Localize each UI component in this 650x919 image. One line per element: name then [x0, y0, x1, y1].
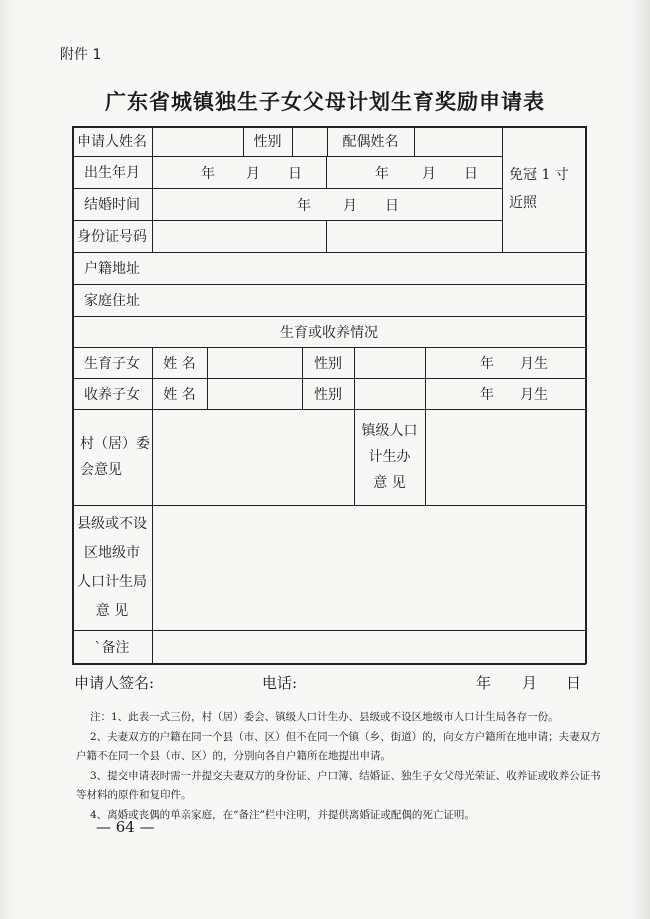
- spouse-name-label: 配偶姓名: [342, 134, 399, 150]
- note-2: 2、夫妻双方的户籍在同一个县（市、区）但不在同一个镇（乡、街道）的，向女方户籍所在地申请；夫妻双方: [90, 730, 601, 743]
- birth-date-label: 出生年月: [84, 165, 140, 181]
- village-committee-opinion-label: [72, 409, 152, 505]
- county-bureau-opinion-label: [72, 505, 152, 630]
- county-opinion-line2: 区地级市: [84, 544, 140, 561]
- phone-field[interactable]: [304, 672, 464, 692]
- adopted-child-name-field[interactable]: [208, 379, 302, 409]
- born-child-gender-field[interactable]: [355, 348, 425, 378]
- note-4: 4、离婚或丧偶的单亲家庭，在“备注”栏中注明，并提供离婚证或配偶的死亡证明。: [90, 808, 475, 821]
- applicant-birth-year-unit: 年: [201, 165, 215, 182]
- born-child-month-unit: 月生: [520, 356, 548, 372]
- footer-month-unit: 月: [522, 674, 538, 692]
- adopted-child-name-label: 姓 名: [163, 386, 196, 403]
- town-opinion-line2: 计生办: [368, 449, 411, 465]
- phone-label: 电话:: [262, 674, 298, 692]
- adopted-child-gender-label: 性别: [314, 386, 342, 403]
- marriage-month-unit: 月: [343, 197, 357, 214]
- adopted-child-year-unit: 年: [480, 387, 494, 403]
- spouse-birth-date-field[interactable]: [327, 157, 502, 188]
- county-opinion-line1: 县级或不设: [77, 515, 147, 532]
- spouse-birth-year-unit: 年: [375, 165, 389, 182]
- born-child-label: 生育子女: [84, 355, 140, 372]
- spouse-id-field[interactable]: [327, 221, 502, 252]
- village-opinion-line1: 村（居）委: [80, 436, 150, 452]
- applicant-birth-date-field[interactable]: [153, 157, 326, 188]
- born-child-name-field[interactable]: [208, 348, 302, 378]
- spouse-name-field[interactable]: [415, 127, 502, 156]
- note-3: 3、提交申请表时需一并提交夫妻双方的身份证、户口簿、结婚证、独生子女父母光荣证、收养证或收养公证书: [90, 769, 601, 782]
- id-number-label: 身份证号码: [77, 229, 147, 245]
- town-opinion-line3: 意 见: [373, 475, 406, 491]
- town-opinion-line1: 镇级人口: [361, 423, 418, 439]
- applicant-birth-month-unit: 月: [246, 165, 260, 182]
- notes-section: [76, 708, 601, 825]
- village-committee-opinion-field[interactable]: [153, 410, 354, 505]
- spouse-birth-month-unit: 月: [422, 165, 436, 182]
- adopted-child-label: 收养子女: [84, 386, 140, 403]
- gender-field[interactable]: [293, 127, 327, 156]
- form-title: 广东省城镇独生子女父母计划生育奖励申请表: [105, 90, 545, 114]
- applicant-id-field[interactable]: [153, 221, 326, 252]
- born-child-gender-label: 性别: [314, 355, 342, 372]
- adopted-child-gender-field[interactable]: [355, 379, 425, 409]
- marriage-date-field[interactable]: [153, 189, 502, 220]
- born-child-year-unit: 年: [480, 356, 494, 372]
- section-heading: 生育或收养情况: [280, 324, 378, 341]
- footer-day-unit: 日: [566, 674, 582, 692]
- household-address-field[interactable]: [153, 253, 585, 284]
- applicant-name-field[interactable]: [153, 127, 243, 156]
- adopted-child-birth-field[interactable]: [426, 379, 585, 409]
- photo-text-line2: 近照: [509, 195, 537, 211]
- remarks-field[interactable]: [153, 631, 585, 663]
- born-child-name-label: 姓 名: [163, 355, 196, 372]
- applicant-birth-day-unit: 日: [288, 165, 302, 182]
- marriage-date-label: 结婚时间: [84, 197, 140, 213]
- marriage-day-unit: 日: [385, 197, 399, 214]
- household-address-label: 户籍地址: [84, 261, 140, 277]
- note-3-cont: 等材料的原件和复印件。: [76, 789, 192, 801]
- note-1: 注：1、此表一式三份，村（居）委会、镇级人口计生办、县级或不设区地级市人口计生局各存一份。: [90, 711, 559, 723]
- adopted-child-month-unit: 月生: [520, 387, 548, 403]
- marriage-year-unit: 年: [297, 197, 311, 214]
- home-address-label: 家庭住址: [84, 293, 140, 309]
- village-opinion-line2: 会意见: [80, 462, 122, 478]
- home-address-field[interactable]: [153, 285, 585, 316]
- photo-text-line1: 免冠 1 寸: [509, 167, 569, 183]
- town-office-opinion-label: [354, 409, 425, 505]
- signature-label: 申请人签名:: [74, 674, 155, 692]
- applicant-name-label: 申请人姓名: [77, 134, 147, 150]
- note-2-cont: 户籍不在同一个县（市、区）的，分别向各自户籍所在地提出申请。: [76, 750, 391, 762]
- gender-label: 性别: [253, 134, 282, 150]
- footer-year-unit: 年: [476, 674, 492, 692]
- town-office-opinion-field[interactable]: [426, 410, 585, 505]
- county-opinion-line3: 人口计生局: [77, 573, 147, 590]
- spouse-birth-day-unit: 日: [464, 165, 478, 182]
- attachment-label: 附件 1: [60, 47, 102, 63]
- born-child-birth-field[interactable]: [426, 348, 585, 378]
- signature-field[interactable]: [154, 672, 254, 692]
- county-bureau-opinion-field[interactable]: [153, 506, 585, 630]
- remarks-label: `备注: [94, 639, 130, 656]
- page-number: — 64 —: [96, 818, 155, 836]
- photo-area: [503, 127, 585, 252]
- county-opinion-line4: 意 见: [95, 602, 129, 619]
